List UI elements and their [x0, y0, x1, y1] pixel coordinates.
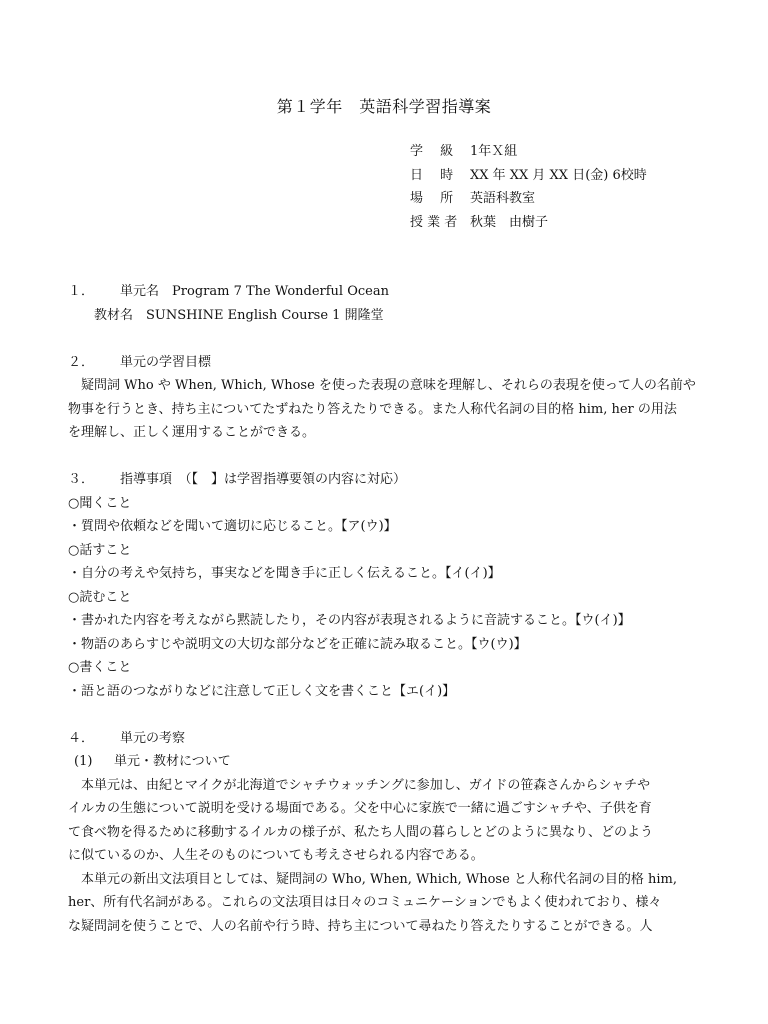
section-heading: 指導事項 （【 】は学習指導要領の内容に対応）: [120, 472, 407, 487]
section-4-heading: [68, 727, 708, 751]
list-item: ・書かれた内容を考えながら黙読したり，その内容が表現されるように音読すること。【ウ(イ)】: [68, 613, 631, 628]
unit-label: 単元名: [120, 284, 160, 299]
meta-value: 1年Ｘ組: [470, 144, 518, 159]
paragraph-line: 物事を行うとき、持ち主についてたずねたり答えたりできる。また人称代名詞の目的格 him, her の用法: [68, 401, 677, 417]
list-item: ○読むこと: [68, 589, 132, 605]
subsection-title: 単元・教材について: [114, 754, 231, 769]
document-body: [68, 280, 708, 938]
paragraph-line: 本単元は、由紀とマイクが北海道でシャチウォッチングに参加し、ガイドの笹森さんからシャチや: [68, 777, 651, 793]
meta-value: 秋葉 由樹子: [470, 214, 549, 230]
section-heading: 単元の学習目標: [120, 354, 212, 370]
section-heading: 単元の考察: [120, 730, 186, 746]
paragraph-text: 疑問詞 Who や When, Which, Whose を使った表現の意味を理解し、それらの表現を使って人の名前や: [81, 378, 696, 393]
paragraph-line: [68, 374, 708, 398]
list-item: ○書くこと: [68, 660, 132, 675]
section-number: ３．: [68, 472, 95, 487]
meta-label: 授 業 者: [410, 214, 458, 230]
subsection-heading: [68, 750, 708, 774]
paragraph-line: を理解し、正しく運用することができる。: [68, 425, 316, 440]
paragraph-line: に似ているのか、人生そのものについても考えさせられる内容である。: [68, 848, 484, 863]
section-1-material-line: [68, 304, 708, 328]
meta-label: 日 時: [410, 167, 454, 183]
section-1-unit-line: [68, 280, 708, 304]
meta-row-place: [410, 187, 647, 211]
list-item: ・物語のあらすじや説明文の大切な部分などを正確に読み取ること。【ウ(ウ)】: [68, 636, 527, 652]
material-value: SUNSHINE English Course 1 開隆堂: [146, 307, 384, 323]
meta-row-teacher: [410, 211, 647, 235]
meta-value: XX 年 XX 月 XX 日(金) 6校時: [470, 167, 647, 183]
meta-label: 学 級: [410, 144, 454, 159]
section-number: ４．: [68, 730, 95, 746]
lesson-meta-block: [410, 140, 647, 234]
paragraph-line: her、所有代名詞がある。これらの文法項目は日々のコミュニケーションでもよく使われており、様々: [68, 895, 662, 910]
meta-label: 場 所: [410, 191, 454, 206]
meta-row-date: [410, 164, 647, 188]
unit-value: Program 7 The Wonderful Ocean: [172, 284, 389, 299]
paragraph-line: な疑問詞を使うことで、人の名前や行う時、持ち主について尋ねたり答えたりすることができる。人: [68, 918, 653, 934]
material-label: 教材名: [94, 307, 134, 323]
subsection-number: (1): [74, 754, 93, 769]
paragraph-line: て食べ物を得るために移動するイルカの様子が、私たち人間の暮らしとどのように異なり、どのよう: [68, 824, 654, 840]
section-number: ２．: [68, 354, 95, 370]
meta-value: 英語科教室: [470, 191, 536, 206]
list-item: ○聞くこと: [68, 495, 132, 511]
document-title: 第１学年 英語科学習指導案: [276, 97, 492, 116]
list-item: ・語と語のつながりなどに注意して正しく文を書くこと【エ(イ)】: [68, 683, 456, 699]
meta-row-class: [410, 140, 647, 164]
list-item: ・質問や依頼などを聞いて適切に応じること。【ア(ウ)】: [68, 519, 397, 534]
section-3-heading: [68, 468, 708, 492]
list-item: ・自分の考えや気持ち，事実などを聞き手に正しく伝えること。【イ(イ)】: [68, 566, 501, 581]
paragraph-line: 本単元の新出文法項目としては、疑問詞の Who, When, Which, Whose と人称代名詞の目的格 him,: [68, 871, 678, 887]
section-2-heading: [68, 351, 708, 375]
section-number: １．: [68, 284, 95, 299]
list-item: ○話すこと: [68, 542, 132, 558]
paragraph-line: イルカの生態について説明を受ける場面である。父を中心に家族で一緒に過ごすシャチや、子供を育: [68, 801, 652, 816]
